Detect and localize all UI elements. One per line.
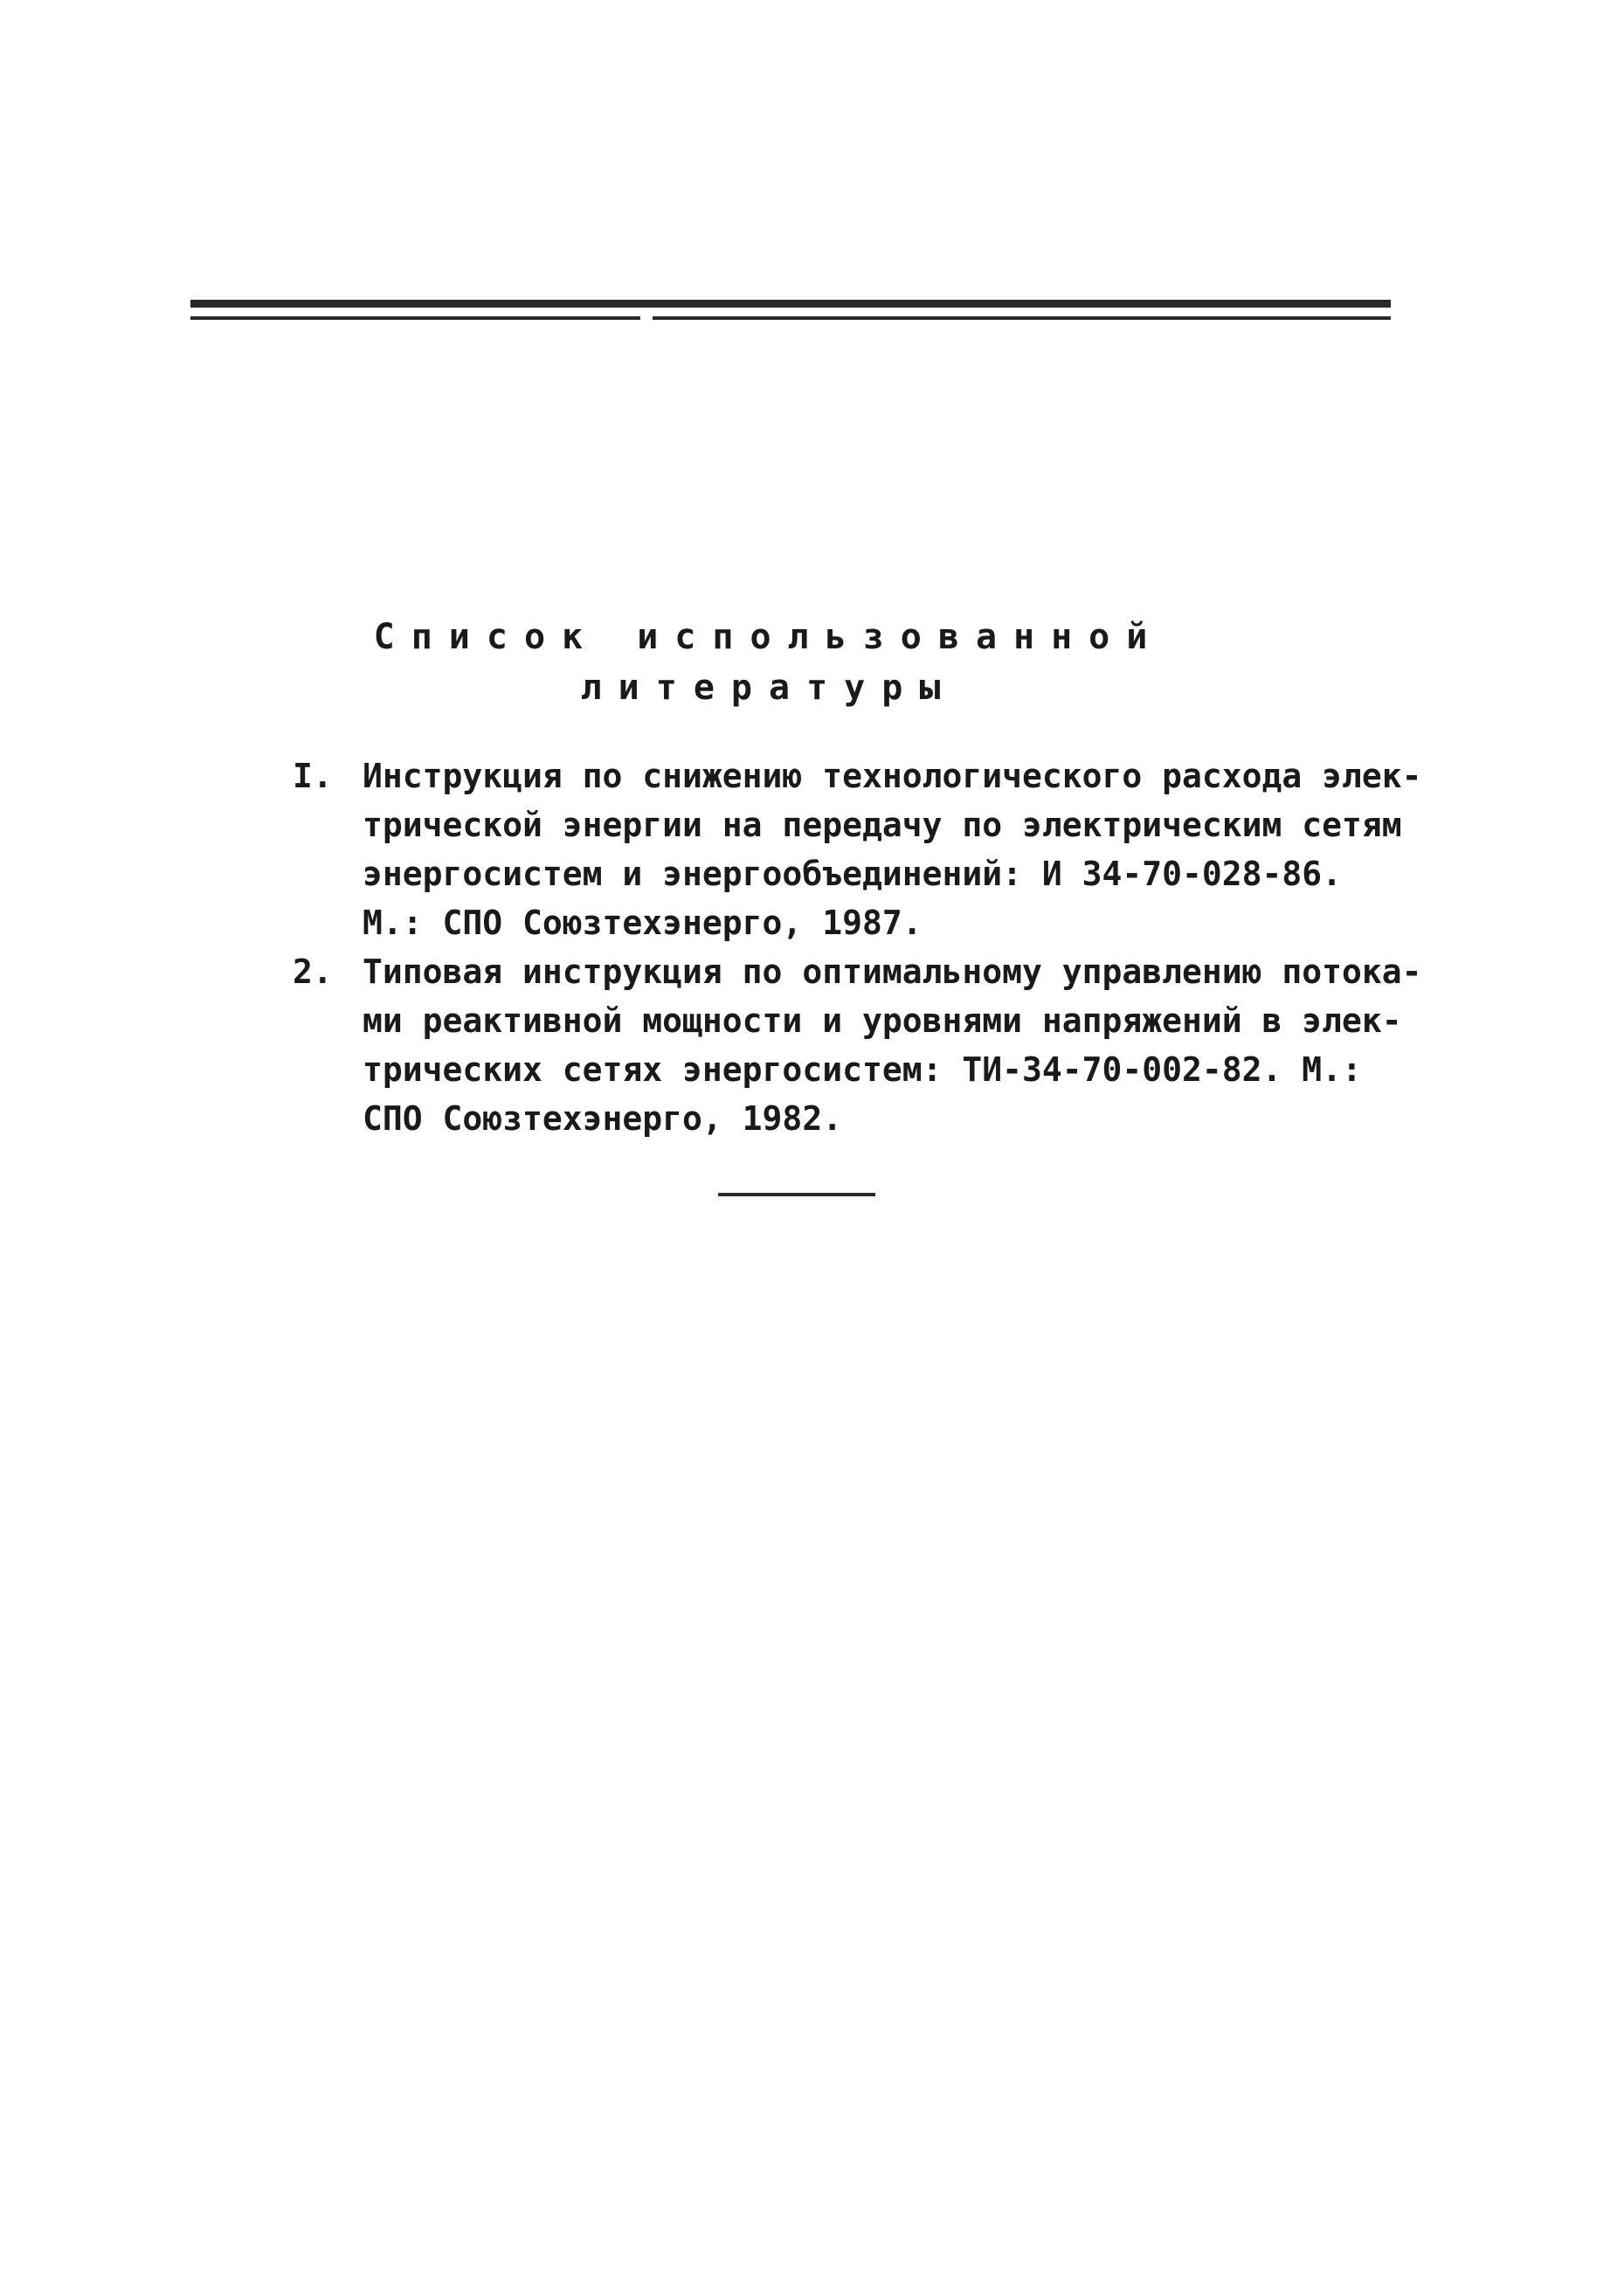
reference-line: трических сетях энергосистем: ТИ-34-70-002-82. М.: xyxy=(363,1050,1362,1089)
header-rule-thick xyxy=(190,300,1391,308)
reference-line: Инструкция по снижению технологического расхода элек- xyxy=(363,757,1422,795)
reference-line: СПО Союзтехэнерго, 1982. xyxy=(363,1099,843,1138)
reference-number: 2. xyxy=(293,952,333,991)
header-rule-thin-right xyxy=(653,316,1391,320)
reference-number: I. xyxy=(293,757,333,795)
reference-line: М.: СПО Союзтехэнерго, 1987. xyxy=(363,904,923,942)
end-rule xyxy=(718,1193,875,1196)
reference-item-2 xyxy=(293,947,1422,1143)
section-title-line-2: литературы xyxy=(580,668,957,708)
section-title xyxy=(332,612,1206,713)
reference-list xyxy=(293,752,1422,1143)
reference-item-1 xyxy=(293,752,1422,947)
header-rule-thin-left xyxy=(190,316,640,320)
reference-line: трической энергии на передачу по электрическим сетям xyxy=(363,806,1402,844)
section-title-line-1: Список использованной xyxy=(373,617,1164,657)
reference-line: Типовая инструкция по оптимальному управлению потока- xyxy=(363,952,1422,991)
reference-line: энергосистем и энергообъединений: И 34-70-028-86. xyxy=(363,855,1343,893)
reference-line: ми реактивной мощности и уровнями напряжений в элек- xyxy=(363,1001,1402,1040)
